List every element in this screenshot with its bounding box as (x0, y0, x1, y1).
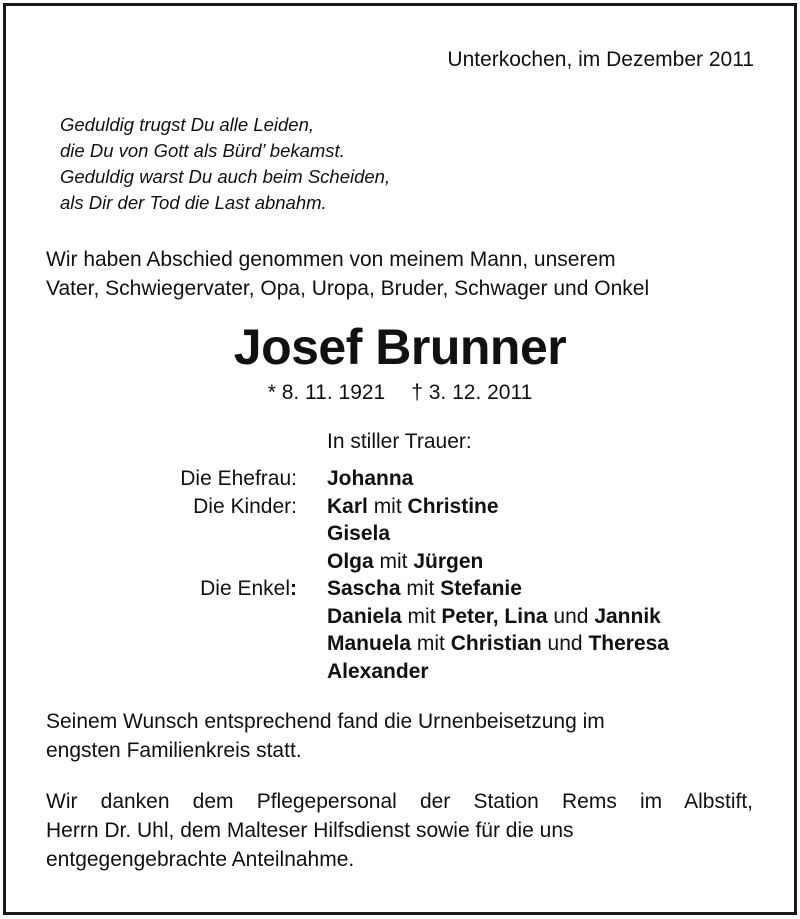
poem-line: Geduldig trugst Du alle Leiden, (60, 114, 315, 135)
family-row-children (0, 493, 800, 521)
grandchild-entry (327, 658, 429, 686)
partner-name: Peter, Lina (441, 604, 548, 628)
poem-line: die Du von Gott als Bürd’ bekamst. (60, 140, 345, 161)
family-list (0, 465, 800, 685)
grandchild-name: Sascha (327, 577, 401, 600)
mourning-title: In stiller Trauer: (327, 430, 472, 453)
family-row-grandchildren (0, 658, 800, 686)
family-row-grandchildren (0, 630, 800, 658)
burial-note (46, 707, 605, 765)
connector: und (541, 632, 589, 655)
intro-line: Vater, Schwiegervater, Opa, Uropa, Bruder, Schwager und Onkel (46, 277, 650, 300)
child-entry (327, 520, 390, 548)
partner-name: Jannik (594, 604, 661, 628)
grandchildren-label (200, 575, 297, 603)
thanks-note (46, 787, 753, 874)
wife-name: Johanna (327, 467, 414, 490)
connector: mit (367, 494, 408, 518)
deceased-name: Josef Brunner (233, 319, 567, 375)
life-dates (0, 381, 800, 405)
thanks-line: Herrn Dr. Uhl, dem Malteser Hilfsdienst sowie für die uns (46, 819, 574, 842)
thanks-line: Wir danken dem Pflegepersonal der Station Rems im Albstift, (46, 790, 753, 813)
child-name: Gisela (327, 522, 391, 545)
grandchildren-label-text: Die Enkel (200, 577, 290, 600)
grandchild-name: Manuela (327, 632, 412, 655)
birth-date: * 8. 11. 1921 (267, 381, 386, 404)
grandchild-name: Daniela (327, 604, 402, 628)
connector: mit (400, 577, 441, 600)
family-row-grandchildren (0, 575, 800, 603)
child-name: Karl (327, 494, 368, 518)
family-row-wife (0, 465, 800, 493)
grandchild-entry (327, 630, 669, 658)
intro-line: Wir haben Abschied genommen von meinem Mann, unserem (46, 248, 616, 271)
place-date: Unterkochen, im Dezember 2011 (447, 48, 754, 71)
burial-note-line: engsten Familienkreis statt. (46, 739, 302, 762)
thanks-line: entgegengebrachte Anteilnahme. (46, 848, 355, 871)
grandchild-name: Alexander (327, 659, 429, 683)
death-date: † 3. 12. 2011 (411, 381, 533, 404)
child-name: Olga (327, 549, 374, 573)
poem-line: Geduldig warst Du auch beim Scheiden, (60, 166, 391, 187)
poem (60, 112, 390, 216)
children-label: Die Kinder: (193, 494, 297, 518)
partner-name: Stefanie (440, 577, 522, 600)
family-row-children (0, 548, 800, 576)
child-entry (327, 493, 499, 521)
connector: mit (411, 632, 451, 655)
family-row-grandchildren (0, 603, 800, 631)
connector: mit (401, 604, 442, 628)
grandchild-entry (327, 603, 661, 631)
partner-name: Jürgen (413, 549, 484, 573)
child-entry (327, 548, 483, 576)
partner-name: Christian (450, 632, 542, 655)
connector: und (547, 604, 595, 628)
wife-label: Die Ehefrau: (180, 467, 297, 490)
connector: mit (373, 549, 414, 573)
grandchild-entry (327, 575, 522, 603)
wife-names (327, 465, 413, 493)
partner-name: Christine (407, 494, 499, 518)
grandchildren-label-colon: : (290, 577, 297, 600)
partner-name: Theresa (588, 632, 669, 655)
family-row-children (0, 520, 800, 548)
intro-text (46, 245, 649, 303)
burial-note-line: Seinem Wunsch entsprechend fand die Urnenbeisetzung im (46, 710, 605, 733)
poem-line: als Dir der Tod die Last abnahm. (60, 192, 327, 213)
